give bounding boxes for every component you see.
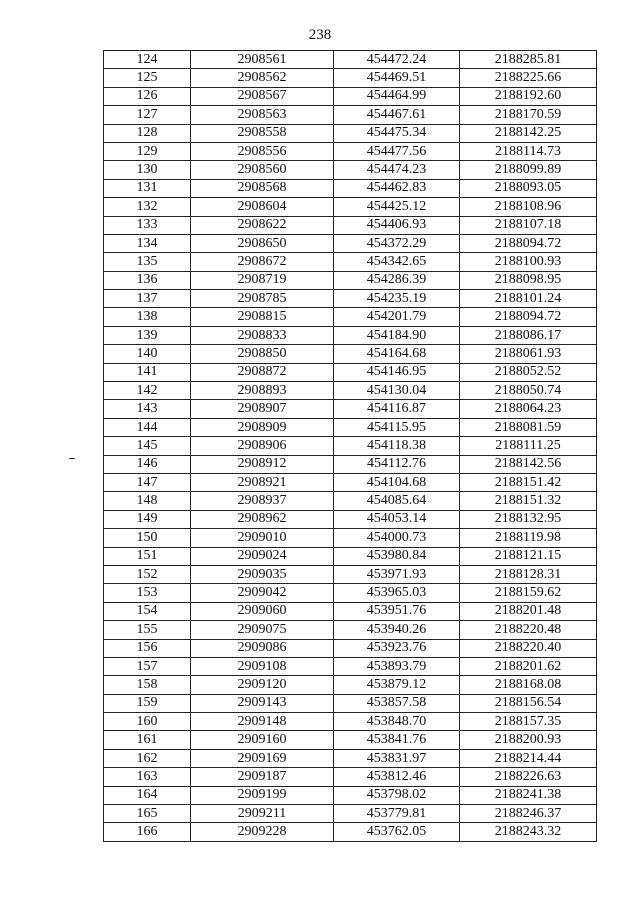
y-coordinate-cell: 2188200.93 bbox=[460, 731, 597, 749]
x-coordinate-cell: 454130.04 bbox=[334, 382, 460, 400]
x-coordinate-cell: 454235.19 bbox=[334, 290, 460, 308]
row-number-cell: 142 bbox=[104, 382, 191, 400]
row-number-cell: 126 bbox=[104, 87, 191, 105]
x-coordinate-cell: 453940.26 bbox=[334, 621, 460, 639]
table-row bbox=[104, 142, 597, 160]
x-coordinate-cell: 454286.39 bbox=[334, 271, 460, 289]
y-coordinate-cell: 2188121.15 bbox=[460, 547, 597, 565]
x-coordinate-cell: 453879.12 bbox=[334, 676, 460, 694]
table-body bbox=[104, 51, 597, 842]
table-row bbox=[104, 529, 597, 547]
table-row bbox=[104, 87, 597, 105]
x-coordinate-cell: 454146.95 bbox=[334, 363, 460, 381]
point-id-cell: 2909160 bbox=[191, 731, 334, 749]
x-coordinate-cell: 453779.81 bbox=[334, 805, 460, 823]
point-id-cell: 2908872 bbox=[191, 363, 334, 381]
table-row bbox=[104, 547, 597, 565]
table-row bbox=[104, 805, 597, 823]
table-row bbox=[104, 602, 597, 620]
row-number-cell: 147 bbox=[104, 473, 191, 491]
row-number-cell: 145 bbox=[104, 437, 191, 455]
x-coordinate-cell: 453893.79 bbox=[334, 657, 460, 675]
y-coordinate-cell: 2188094.72 bbox=[460, 308, 597, 326]
point-id-cell: 2908560 bbox=[191, 161, 334, 179]
point-id-cell: 2908604 bbox=[191, 198, 334, 216]
y-coordinate-cell: 2188151.42 bbox=[460, 473, 597, 491]
table-row bbox=[104, 510, 597, 528]
row-number-cell: 129 bbox=[104, 142, 191, 160]
point-id-cell: 2909060 bbox=[191, 602, 334, 620]
y-coordinate-cell: 2188111.25 bbox=[460, 437, 597, 455]
row-number-cell: 127 bbox=[104, 106, 191, 124]
table-row bbox=[104, 326, 597, 344]
x-coordinate-cell: 454406.93 bbox=[334, 216, 460, 234]
point-id-cell: 2909148 bbox=[191, 713, 334, 731]
x-coordinate-cell: 454469.51 bbox=[334, 69, 460, 87]
x-coordinate-cell: 453798.02 bbox=[334, 786, 460, 804]
point-id-cell: 2908567 bbox=[191, 87, 334, 105]
y-coordinate-cell: 2188101.24 bbox=[460, 290, 597, 308]
x-coordinate-cell: 454467.61 bbox=[334, 106, 460, 124]
point-id-cell: 2908650 bbox=[191, 234, 334, 252]
y-coordinate-cell: 2188052.52 bbox=[460, 363, 597, 381]
row-number-cell: 138 bbox=[104, 308, 191, 326]
point-id-cell: 2908909 bbox=[191, 418, 334, 436]
table-row bbox=[104, 749, 597, 767]
table-row bbox=[104, 253, 597, 271]
row-number-cell: 152 bbox=[104, 565, 191, 583]
table-row bbox=[104, 455, 597, 473]
row-number-cell: 164 bbox=[104, 786, 191, 804]
table-row bbox=[104, 290, 597, 308]
y-coordinate-cell: 2188128.31 bbox=[460, 565, 597, 583]
y-coordinate-cell: 2188142.56 bbox=[460, 455, 597, 473]
point-id-cell: 2908568 bbox=[191, 179, 334, 197]
point-id-cell: 2909024 bbox=[191, 547, 334, 565]
table-row bbox=[104, 69, 597, 87]
row-number-cell: 146 bbox=[104, 455, 191, 473]
table-row bbox=[104, 363, 597, 381]
x-coordinate-cell: 453831.97 bbox=[334, 749, 460, 767]
x-coordinate-cell: 454104.68 bbox=[334, 473, 460, 491]
x-coordinate-cell: 453971.93 bbox=[334, 565, 460, 583]
x-coordinate-cell: 453923.76 bbox=[334, 639, 460, 657]
y-coordinate-cell: 2188201.48 bbox=[460, 602, 597, 620]
x-coordinate-cell: 454085.64 bbox=[334, 492, 460, 510]
point-id-cell: 2909211 bbox=[191, 805, 334, 823]
y-coordinate-cell: 2188243.32 bbox=[460, 823, 597, 841]
x-coordinate-cell: 453980.84 bbox=[334, 547, 460, 565]
table-row bbox=[104, 400, 597, 418]
table-row bbox=[104, 584, 597, 602]
x-coordinate-cell: 454184.90 bbox=[334, 326, 460, 344]
y-coordinate-cell: 2188157.35 bbox=[460, 713, 597, 731]
y-coordinate-cell: 2188099.89 bbox=[460, 161, 597, 179]
y-coordinate-cell: 2188064.23 bbox=[460, 400, 597, 418]
point-id-cell: 2908962 bbox=[191, 510, 334, 528]
x-coordinate-cell: 454112.76 bbox=[334, 455, 460, 473]
point-id-cell: 2908558 bbox=[191, 124, 334, 142]
y-coordinate-cell: 2188168.08 bbox=[460, 676, 597, 694]
point-id-cell: 2908563 bbox=[191, 106, 334, 124]
page-number: 238 bbox=[308, 27, 332, 43]
x-coordinate-cell: 454477.56 bbox=[334, 142, 460, 160]
table-row bbox=[104, 694, 597, 712]
table-row bbox=[104, 437, 597, 455]
point-id-cell: 2908561 bbox=[191, 51, 334, 69]
y-coordinate-cell: 2188098.95 bbox=[460, 271, 597, 289]
point-id-cell: 2909035 bbox=[191, 565, 334, 583]
x-coordinate-cell: 453951.76 bbox=[334, 602, 460, 620]
x-coordinate-cell: 453857.58 bbox=[334, 694, 460, 712]
row-number-cell: 161 bbox=[104, 731, 191, 749]
row-number-cell: 131 bbox=[104, 179, 191, 197]
row-number-cell: 140 bbox=[104, 345, 191, 363]
point-id-cell: 2908833 bbox=[191, 326, 334, 344]
row-number-cell: 155 bbox=[104, 621, 191, 639]
x-coordinate-cell: 453812.46 bbox=[334, 768, 460, 786]
point-id-cell: 2909143 bbox=[191, 694, 334, 712]
point-id-cell: 2908622 bbox=[191, 216, 334, 234]
point-id-cell: 2908921 bbox=[191, 473, 334, 491]
x-coordinate-cell: 454201.79 bbox=[334, 308, 460, 326]
row-number-cell: 144 bbox=[104, 418, 191, 436]
x-coordinate-cell: 453841.76 bbox=[334, 731, 460, 749]
row-number-cell: 134 bbox=[104, 234, 191, 252]
table-row bbox=[104, 179, 597, 197]
y-coordinate-cell: 2188081.59 bbox=[460, 418, 597, 436]
point-id-cell: 2908850 bbox=[191, 345, 334, 363]
y-coordinate-cell: 2188170.59 bbox=[460, 106, 597, 124]
point-id-cell: 2909120 bbox=[191, 676, 334, 694]
y-coordinate-cell: 2188220.48 bbox=[460, 621, 597, 639]
row-number-cell: 160 bbox=[104, 713, 191, 731]
row-number-cell: 125 bbox=[104, 69, 191, 87]
point-id-cell: 2908672 bbox=[191, 253, 334, 271]
row-number-cell: 143 bbox=[104, 400, 191, 418]
row-number-cell: 141 bbox=[104, 363, 191, 381]
y-coordinate-cell: 2188093.05 bbox=[460, 179, 597, 197]
row-number-cell: 162 bbox=[104, 749, 191, 767]
y-coordinate-cell: 2188100.93 bbox=[460, 253, 597, 271]
table-row bbox=[104, 345, 597, 363]
row-number-cell: 133 bbox=[104, 216, 191, 234]
table-row bbox=[104, 382, 597, 400]
x-coordinate-cell: 454342.65 bbox=[334, 253, 460, 271]
row-number-cell: 139 bbox=[104, 326, 191, 344]
row-number-cell: 163 bbox=[104, 768, 191, 786]
point-id-cell: 2908785 bbox=[191, 290, 334, 308]
table-row bbox=[104, 106, 597, 124]
x-coordinate-cell: 454115.95 bbox=[334, 418, 460, 436]
x-coordinate-cell: 454475.34 bbox=[334, 124, 460, 142]
row-number-cell: 149 bbox=[104, 510, 191, 528]
point-id-cell: 2909187 bbox=[191, 768, 334, 786]
y-coordinate-cell: 2188108.96 bbox=[460, 198, 597, 216]
point-id-cell: 2909108 bbox=[191, 657, 334, 675]
row-number-cell: 148 bbox=[104, 492, 191, 510]
y-coordinate-cell: 2188086.17 bbox=[460, 326, 597, 344]
row-number-cell: 158 bbox=[104, 676, 191, 694]
x-coordinate-cell: 454472.24 bbox=[334, 51, 460, 69]
y-coordinate-cell: 2188151.32 bbox=[460, 492, 597, 510]
table-row bbox=[104, 768, 597, 786]
table-row bbox=[104, 621, 597, 639]
y-coordinate-cell: 2188241.38 bbox=[460, 786, 597, 804]
table-row bbox=[104, 271, 597, 289]
y-coordinate-cell: 2188142.25 bbox=[460, 124, 597, 142]
table-row bbox=[104, 198, 597, 216]
row-number-cell: 156 bbox=[104, 639, 191, 657]
table-row bbox=[104, 308, 597, 326]
point-id-cell: 2909169 bbox=[191, 749, 334, 767]
y-coordinate-cell: 2188156.54 bbox=[460, 694, 597, 712]
y-coordinate-cell: 2188114.73 bbox=[460, 142, 597, 160]
table-row bbox=[104, 418, 597, 436]
table-row bbox=[104, 565, 597, 583]
table-row bbox=[104, 161, 597, 179]
table-row bbox=[104, 713, 597, 731]
table-row bbox=[104, 786, 597, 804]
y-coordinate-cell: 2188246.37 bbox=[460, 805, 597, 823]
y-coordinate-cell: 2188226.63 bbox=[460, 768, 597, 786]
point-id-cell: 2909010 bbox=[191, 529, 334, 547]
point-id-cell: 2908562 bbox=[191, 69, 334, 87]
row-number-cell: 124 bbox=[104, 51, 191, 69]
row-number-cell: 159 bbox=[104, 694, 191, 712]
y-coordinate-cell: 2188159.62 bbox=[460, 584, 597, 602]
x-coordinate-cell: 453965.03 bbox=[334, 584, 460, 602]
table-row bbox=[104, 731, 597, 749]
x-coordinate-cell: 454474.23 bbox=[334, 161, 460, 179]
row-number-cell: 151 bbox=[104, 547, 191, 565]
table-row bbox=[104, 823, 597, 841]
x-coordinate-cell: 454425.12 bbox=[334, 198, 460, 216]
y-coordinate-cell: 2188119.98 bbox=[460, 529, 597, 547]
row-number-cell: 153 bbox=[104, 584, 191, 602]
y-coordinate-cell: 2188132.95 bbox=[460, 510, 597, 528]
coordinates-table bbox=[103, 50, 597, 842]
x-coordinate-cell: 454053.14 bbox=[334, 510, 460, 528]
y-coordinate-cell: 2188285.81 bbox=[460, 51, 597, 69]
row-number-cell: 135 bbox=[104, 253, 191, 271]
table-row bbox=[104, 639, 597, 657]
point-id-cell: 2908719 bbox=[191, 271, 334, 289]
stray-mark bbox=[69, 458, 75, 459]
table-row bbox=[104, 657, 597, 675]
table-row bbox=[104, 124, 597, 142]
row-number-cell: 166 bbox=[104, 823, 191, 841]
x-coordinate-cell: 454164.68 bbox=[334, 345, 460, 363]
point-id-cell: 2908912 bbox=[191, 455, 334, 473]
table-row bbox=[104, 216, 597, 234]
y-coordinate-cell: 2188094.72 bbox=[460, 234, 597, 252]
table-row bbox=[104, 676, 597, 694]
row-number-cell: 136 bbox=[104, 271, 191, 289]
y-coordinate-cell: 2188192.60 bbox=[460, 87, 597, 105]
row-number-cell: 157 bbox=[104, 657, 191, 675]
point-id-cell: 2908937 bbox=[191, 492, 334, 510]
table-row bbox=[104, 473, 597, 491]
point-id-cell: 2908907 bbox=[191, 400, 334, 418]
table-row bbox=[104, 234, 597, 252]
point-id-cell: 2908893 bbox=[191, 382, 334, 400]
x-coordinate-cell: 453762.05 bbox=[334, 823, 460, 841]
row-number-cell: 154 bbox=[104, 602, 191, 620]
point-id-cell: 2908906 bbox=[191, 437, 334, 455]
y-coordinate-cell: 2188201.62 bbox=[460, 657, 597, 675]
x-coordinate-cell: 454462.83 bbox=[334, 179, 460, 197]
x-coordinate-cell: 454116.87 bbox=[334, 400, 460, 418]
point-id-cell: 2909228 bbox=[191, 823, 334, 841]
row-number-cell: 150 bbox=[104, 529, 191, 547]
row-number-cell: 128 bbox=[104, 124, 191, 142]
point-id-cell: 2909199 bbox=[191, 786, 334, 804]
x-coordinate-cell: 454464.99 bbox=[334, 87, 460, 105]
point-id-cell: 2909075 bbox=[191, 621, 334, 639]
x-coordinate-cell: 453848.70 bbox=[334, 713, 460, 731]
row-number-cell: 130 bbox=[104, 161, 191, 179]
table-row bbox=[104, 51, 597, 69]
x-coordinate-cell: 454372.29 bbox=[334, 234, 460, 252]
x-coordinate-cell: 454000.73 bbox=[334, 529, 460, 547]
y-coordinate-cell: 2188107.18 bbox=[460, 216, 597, 234]
point-id-cell: 2909086 bbox=[191, 639, 334, 657]
y-coordinate-cell: 2188225.66 bbox=[460, 69, 597, 87]
row-number-cell: 132 bbox=[104, 198, 191, 216]
y-coordinate-cell: 2188214.44 bbox=[460, 749, 597, 767]
y-coordinate-cell: 2188050.74 bbox=[460, 382, 597, 400]
point-id-cell: 2909042 bbox=[191, 584, 334, 602]
y-coordinate-cell: 2188061.93 bbox=[460, 345, 597, 363]
point-id-cell: 2908815 bbox=[191, 308, 334, 326]
point-id-cell: 2908556 bbox=[191, 142, 334, 160]
y-coordinate-cell: 2188220.40 bbox=[460, 639, 597, 657]
row-number-cell: 165 bbox=[104, 805, 191, 823]
row-number-cell: 137 bbox=[104, 290, 191, 308]
table-row bbox=[104, 492, 597, 510]
x-coordinate-cell: 454118.38 bbox=[334, 437, 460, 455]
